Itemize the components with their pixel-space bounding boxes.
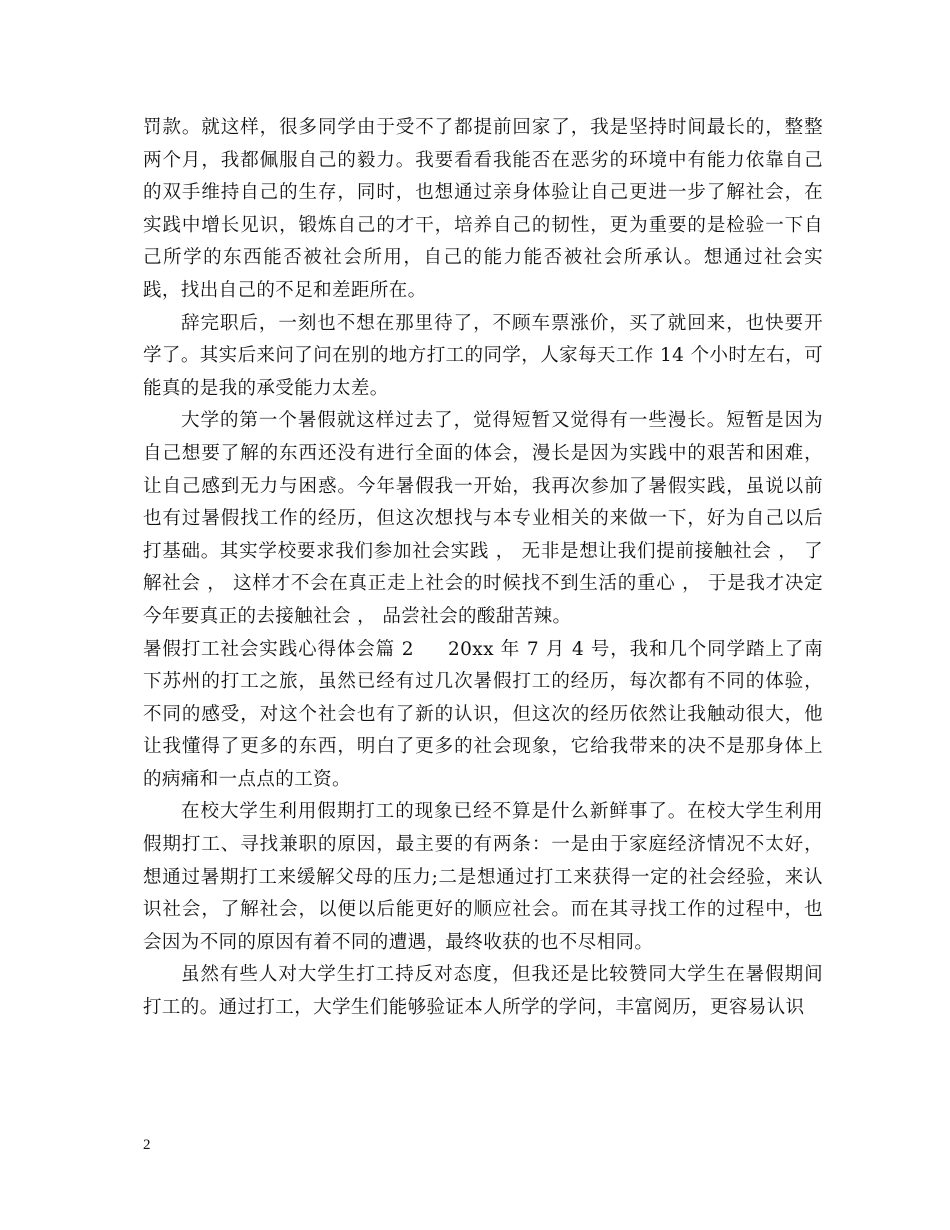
section-text: 20xx 年 7 月 4 号，我和几个同学踏上了南下苏州的打工之旅，虽然已经有过几次暑假打工的经历，每次都有不同的体验，不同的感受，对这个社会也有了新的认识，但这次的经历依然让我触动很大，他让我懂得了更多的东西，明白了更多的社会现象，它给我带来的决不是那身体上的病痛和一点点的工资。 <box>143 638 823 790</box>
paragraph-2: 辞完职后，一刻也不想在那里待了，不顾车票涨价，买了就回来，也快要开学了。其实后来问了问在别的地方打工的同学，人家每天工作 14 个小时左右，可能真的是我的承受能力太差。 <box>143 312 823 399</box>
page-number: 2 <box>143 1137 151 1153</box>
paragraph-4: 在校大学生利用假期打工的现象已经不算是什么新鲜事了。在校大学生利用假期打工、寻找兼职的原因，最主要的有两条：一是由于家庭经济情况不太好，想通过暑期打工来缓解父母的压力;二是想通过打工来获得一定的社会经验，来认识社会，了解社会，以便以后能更好的顺应社会。而在其寻找工作的过程中，也会因为不同的原因有着不同的遭遇，最终收获的也不尽相同。 <box>143 801 823 953</box>
paragraph-5: 虽然有些人对大学生打工持反对态度，但我还是比较赞同大学生在暑假期间打工的。通过打工，大学生们能够验证本人所学的学问，丰富阅历，更容易认识 <box>143 964 823 1019</box>
section-title: 暑假打工社会实践心得体会篇 2 <box>143 638 414 660</box>
paragraph-1: 罚款。就这样，很多同学由于受不了都提前回家了，我是坚持时间最长的，整整两个月，我都佩服自己的毅力。我要看看我能否在恶劣的环境中有能力依靠自己的双手维持自己的生存，同时，也想通过亲身体验让自己更进一步了解社会，在实践中增长见识，锻炼自己的才干，培养自己的韧性，更为重要的是检验一下自己所学的东西能否被社会所用，自己的能力能否被社会所承认。想通过社会实践，找出自己的不足和差距所在。 <box>143 117 823 301</box>
paragraph-3: 大学的第一个暑假就这样过去了，觉得短暂又觉得有一些漫长。短暂是因为自己想要了解的东西还没有进行全面的体会，漫长是因为实践中的艰苦和困难，让自己感到无力与困惑。今年暑假我一开始，我再次参加了暑假实践，虽说以前也有过暑假找工作的经历，但这次想找与本专业相关的来做一下，好为自己以后打基础。其实学校要求我们参加社会实践 ， 无非是想让我们提前接触社会 ， 了解社会 ， 这样才不会在真正走上社会的时候找不到生活的重心 ， 于是我才决定今年要真正的去接触社会 ， 品尝社会的酸甜苦辣。 <box>143 410 823 627</box>
document-body <box>143 112 823 1025</box>
section-paragraph <box>143 634 823 797</box>
